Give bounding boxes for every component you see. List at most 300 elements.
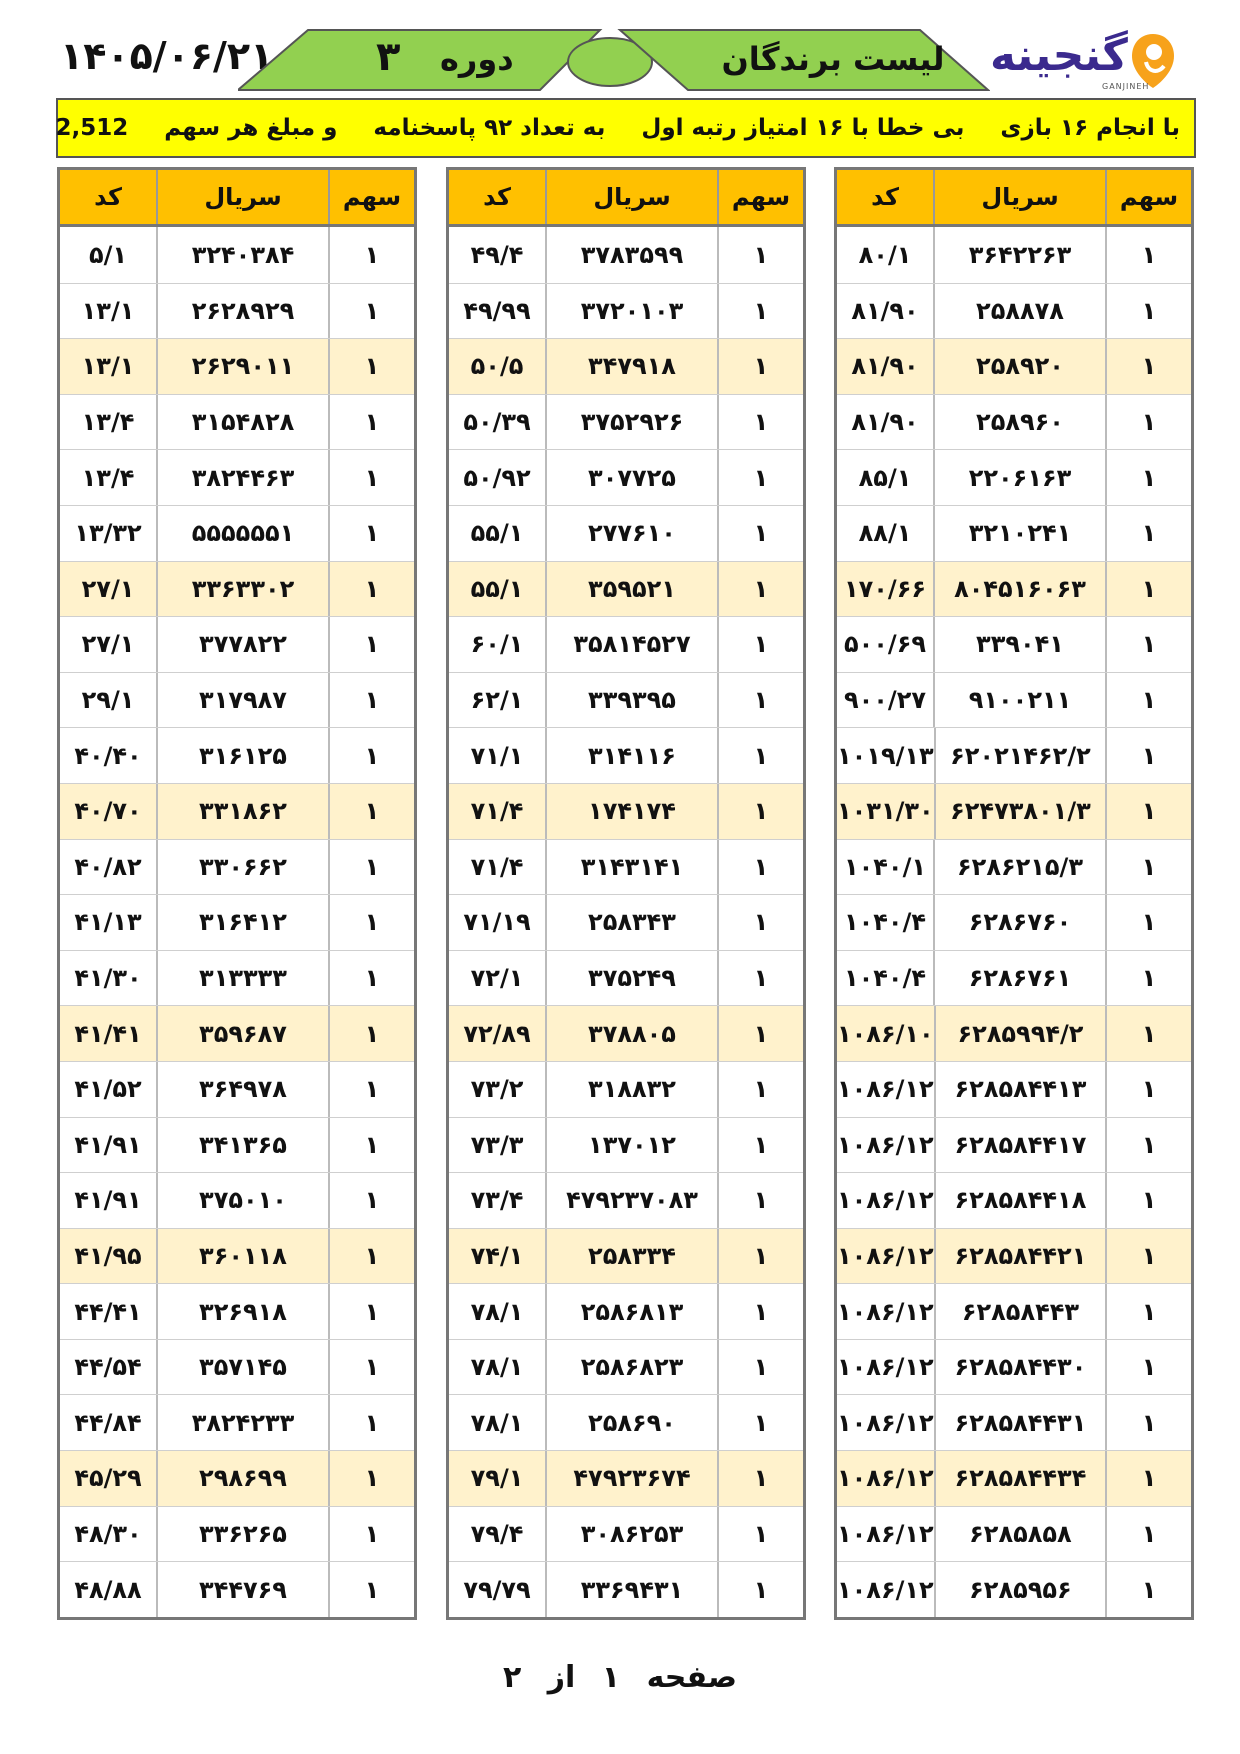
serial-cell: ۳۵۷۱۴۵ (156, 1340, 328, 1395)
share-cell: ۱ (328, 784, 414, 839)
table-row (449, 1172, 803, 1228)
header-banner (238, 28, 990, 94)
serial-cell: ۲۶۲۸۹۲۹ (156, 284, 328, 339)
table-row (449, 338, 803, 394)
table-header (837, 170, 1191, 227)
code-cell: ۴۸/۸۸ (74, 1575, 142, 1604)
share-cell: ۱ (1105, 673, 1191, 728)
table-row (60, 894, 414, 950)
serial-cell: ۶۲۸۶۷۶۰ (933, 895, 1105, 950)
share-cell: ۱ (328, 1229, 414, 1284)
table-row (60, 1283, 414, 1339)
share-cell: ۱ (1105, 784, 1191, 839)
serial-cell: ۳۷۸۸۰۵ (545, 1006, 717, 1061)
table-row (449, 783, 803, 839)
share-cell: ۱ (328, 227, 414, 283)
table-row (60, 1061, 414, 1117)
table-row (449, 505, 803, 561)
serial-cell: ۲۵۸۶۸۱۳ (545, 1284, 717, 1339)
serial-cell: ۳۷۷۸۲۲ (156, 617, 328, 672)
share-cell: ۱ (717, 1284, 803, 1339)
code-cell: ۴۰/۷۰ (74, 797, 142, 826)
table-row (449, 449, 803, 505)
serial-cell: ۳۶۴۲۲۶۳ (933, 227, 1105, 283)
share-cell: ۱ (1105, 1340, 1191, 1395)
serial-cell: ۳۸۲۴۴۶۳ (156, 450, 328, 505)
serial-cell: ۶۲۸۵۹۵۶ (934, 1562, 1106, 1617)
code-cell: ۲۷/۱ (81, 574, 135, 603)
share-cell: ۱ (328, 1284, 414, 1339)
serial-cell: ۶۲۸۶۷۶۱ (933, 951, 1105, 1006)
serial-cell: ۳۷۵۰۱۰ (156, 1173, 328, 1228)
share-cell: ۱ (328, 1006, 414, 1061)
share-cell: ۱ (717, 1562, 803, 1617)
share-cell: ۱ (1105, 840, 1191, 895)
table-row (449, 727, 803, 783)
table-row (837, 394, 1191, 450)
share-cell: ۱ (717, 395, 803, 450)
column-header-serial: سریال (156, 170, 328, 224)
share-cell: ۱ (1105, 1006, 1191, 1061)
serial-cell: ۱۳۷۰۱۲ (545, 1118, 717, 1173)
column-header-share: سهم (328, 170, 414, 224)
code-cell: ۱۰۸۶/۱۲ (837, 1353, 934, 1382)
table-row (60, 227, 414, 283)
code-cell: ۱۳/۴ (81, 408, 135, 437)
table-row (60, 1117, 414, 1173)
ganjineh-logo (990, 32, 1180, 96)
table-row (837, 1394, 1191, 1450)
share-cell: ۱ (328, 895, 414, 950)
share-cell: ۱ (328, 1507, 414, 1562)
code-cell: ۴۴/۸۴ (74, 1408, 142, 1437)
table-row (60, 449, 414, 505)
code-cell: ۱۰۸۶/۱۲ (837, 1186, 934, 1215)
serial-cell: ۲۷۷۶۱۰ (545, 506, 717, 561)
share-cell: ۱ (328, 840, 414, 895)
code-cell: ۵۵/۱ (470, 574, 524, 603)
code-cell: ۱۰۸۶/۱۲ (837, 1075, 934, 1104)
table-row (449, 1228, 803, 1284)
serial-cell: ۶۲۸۵۸۴۴۱۸ (934, 1173, 1106, 1228)
table-row (449, 1061, 803, 1117)
table-row (449, 1561, 803, 1617)
share-cell: ۱ (717, 840, 803, 895)
footer-page-total: ۲ (503, 1660, 522, 1695)
table-row (837, 561, 1191, 617)
serial-cell: ۲۵۸۶۹۰ (545, 1395, 717, 1450)
code-cell: ۵۵/۱ (470, 519, 524, 548)
serial-cell: ۳۵۹۶۸۷ (156, 1006, 328, 1061)
info-share-label: و مبلغ هر سهم (164, 115, 338, 141)
share-cell: ۱ (328, 617, 414, 672)
code-cell: ۱۰۸۶/۱۰ (837, 1019, 934, 1048)
serial-cell: ۳۰۸۶۲۵۳ (545, 1507, 717, 1562)
code-cell: ۲۹/۱ (81, 686, 135, 715)
code-cell: ۷۱/۱ (470, 741, 524, 770)
table-row (60, 1506, 414, 1562)
share-cell: ۱ (717, 895, 803, 950)
column-header-serial: سریال (933, 170, 1105, 224)
code-cell: ۱۰۸۶/۱۲ (837, 1464, 934, 1493)
code-cell: ۴۹/۴ (470, 240, 524, 269)
column-header-share: سهم (1105, 170, 1191, 224)
code-cell: ۷۴/۱ (470, 1241, 524, 1270)
table-row (449, 1117, 803, 1173)
table-row (449, 1506, 803, 1562)
share-cell: ۱ (717, 562, 803, 617)
serial-cell: ۳۱۶۱۲۵ (156, 728, 328, 783)
share-cell: ۱ (328, 506, 414, 561)
share-cell: ۱ (1105, 1395, 1191, 1450)
page-footer (0, 1660, 1240, 1695)
serial-cell: ۶۲۸۵۸۴۴۳۱ (934, 1395, 1106, 1450)
code-cell: ۷۸/۱ (470, 1353, 524, 1382)
table-row (837, 1339, 1191, 1395)
table-row (837, 894, 1191, 950)
table-row (837, 505, 1191, 561)
share-cell: ۱ (328, 284, 414, 339)
table-row (449, 616, 803, 672)
code-cell: ۱۰۴۰/۱ (843, 852, 926, 881)
footer-page-word: صفحه (646, 1660, 737, 1695)
table-row (837, 839, 1191, 895)
serial-cell: ۳۳۹۰۴۱ (933, 617, 1105, 672)
table-row (449, 394, 803, 450)
share-cell: ۱ (328, 1062, 414, 1117)
table-row (837, 283, 1191, 339)
table-row (60, 1005, 414, 1061)
serial-cell: ۳۳۹۳۹۵ (545, 673, 717, 728)
share-cell: ۱ (1105, 1118, 1191, 1173)
serial-cell: ۲۹۸۶۹۹ (156, 1451, 328, 1506)
code-cell: ۴۱/۵۲ (74, 1075, 142, 1104)
table-row (837, 727, 1191, 783)
code-cell: ۱۰۴۰/۴ (843, 908, 926, 937)
serial-cell: ۲۵۸۶۸۲۳ (545, 1340, 717, 1395)
code-cell: ۸۰/۱ (858, 240, 912, 269)
code-cell: ۶۰/۱ (470, 630, 524, 659)
share-cell: ۱ (717, 284, 803, 339)
table-row (449, 1450, 803, 1506)
table-row (60, 394, 414, 450)
table-row (60, 616, 414, 672)
share-cell: ۱ (328, 339, 414, 394)
table-row (60, 1561, 414, 1617)
code-cell: ۹۰۰/۲۷ (843, 686, 926, 715)
table-row (60, 561, 414, 617)
info-share-amount: 2,512 (55, 115, 129, 141)
serial-cell: ۳۲۶۹۱۸ (156, 1284, 328, 1339)
share-cell: ۱ (717, 506, 803, 561)
code-cell: ۴۱/۹۵ (74, 1241, 142, 1270)
table-row (60, 783, 414, 839)
code-cell: ۱۰۸۶/۱۲ (837, 1519, 934, 1548)
share-cell: ۱ (1105, 450, 1191, 505)
share-cell: ۱ (717, 1229, 803, 1284)
code-cell: ۵/۱ (88, 240, 128, 269)
serial-cell: ۲۶۲۹۰۱۱ (156, 339, 328, 394)
share-cell: ۱ (328, 395, 414, 450)
serial-cell: ۶۲۸۵۸۴۴۳ (934, 1284, 1106, 1339)
share-cell: ۱ (328, 673, 414, 728)
period-number: ۳ (376, 34, 401, 80)
winners-table-1 (834, 167, 1194, 1620)
serial-cell: ۶۲۸۵۸۵۸ (934, 1507, 1106, 1562)
code-cell: ۸۱/۹۰ (851, 408, 919, 437)
code-cell: ۷۱/۴ (470, 852, 524, 881)
serial-cell: ۳۳۶۲۶۵ (156, 1507, 328, 1562)
share-cell: ۱ (1105, 951, 1191, 1006)
serial-cell: ۲۵۸۹۶۰ (933, 395, 1105, 450)
share-cell: ۱ (717, 673, 803, 728)
share-cell: ۱ (717, 1451, 803, 1506)
code-cell: ۱۰۸۶/۱۲ (837, 1130, 934, 1159)
serial-cell: ۳۳۶۹۴۳۱ (545, 1562, 717, 1617)
serial-cell: ۳۱۸۸۳۲ (545, 1062, 717, 1117)
table-row (837, 783, 1191, 839)
share-cell: ۱ (717, 1062, 803, 1117)
share-cell: ۱ (1105, 1451, 1191, 1506)
code-cell: ۴۴/۴۱ (74, 1297, 142, 1326)
code-cell: ۲۷/۱ (81, 630, 135, 659)
code-cell: ۷۲/۱ (470, 964, 524, 993)
footer-page-current: ۱ (601, 1660, 621, 1695)
code-cell: ۷۲/۸۹ (463, 1019, 531, 1048)
share-cell: ۱ (328, 1118, 414, 1173)
code-cell: ۱۰۸۶/۱۲ (837, 1408, 934, 1437)
table-header (449, 170, 803, 227)
code-cell: ۵۰/۳۹ (463, 408, 531, 437)
serial-cell: ۳۴۷۹۱۸ (545, 339, 717, 394)
serial-cell: ۳۱۵۴۸۲۸ (156, 395, 328, 450)
table-row (837, 1506, 1191, 1562)
table-row (837, 1561, 1191, 1617)
table-row (837, 1228, 1191, 1284)
share-cell: ۱ (717, 1118, 803, 1173)
serial-cell: ۳۰۷۷۲۵ (545, 450, 717, 505)
share-cell: ۱ (717, 1395, 803, 1450)
table-row (837, 1172, 1191, 1228)
code-cell: ۵۰/۵ (470, 352, 524, 381)
share-cell: ۱ (1105, 1507, 1191, 1562)
column-header-serial: سریال (545, 170, 717, 224)
share-cell: ۱ (1105, 506, 1191, 561)
table-row (837, 338, 1191, 394)
share-cell: ۱ (1105, 339, 1191, 394)
code-cell: ۱۳/۴ (81, 463, 135, 492)
code-cell: ۴۹/۹۹ (463, 296, 531, 325)
table-row (837, 672, 1191, 728)
table-row (449, 1394, 803, 1450)
code-cell: ۴۱/۱۳ (74, 908, 142, 937)
serial-cell: ۶۲۸۵۸۴۴۱۳ (934, 1062, 1106, 1117)
winners-table-3 (57, 167, 417, 1620)
table-body (449, 227, 803, 1617)
serial-cell: ۳۳۰۶۶۲ (156, 840, 328, 895)
serial-cell: ۲۵۸۹۲۰ (933, 339, 1105, 394)
column-header-code: کد (94, 183, 122, 211)
table-row (449, 227, 803, 283)
column-header-code: کد (871, 183, 899, 211)
code-cell: ۵۰۰/۶۹ (843, 630, 926, 659)
table-header (60, 170, 414, 227)
table-row (837, 1283, 1191, 1339)
table-row (60, 950, 414, 1006)
code-cell: ۱۳/۱ (81, 352, 135, 381)
date: ۱۴۰۵/۰۶/۲۱ (60, 34, 274, 78)
serial-cell: ۳۷۸۳۵۹۹ (545, 227, 717, 283)
code-cell: ۴۱/۴۱ (74, 1019, 142, 1048)
share-cell: ۱ (717, 728, 803, 783)
share-cell: ۱ (717, 227, 803, 283)
logo-text: گنجینه (990, 30, 1128, 81)
code-cell: ۴۴/۵۴ (74, 1353, 142, 1382)
table-row (449, 894, 803, 950)
table-row (60, 1450, 414, 1506)
share-cell: ۱ (1105, 1062, 1191, 1117)
serial-cell: ۲۲۰۶۱۶۳ (933, 450, 1105, 505)
table-row (837, 1005, 1191, 1061)
serial-cell: ۴۷۹۲۳۷۰۸۳ (545, 1173, 717, 1228)
serial-cell: ۳۱۴۱۱۶ (545, 728, 717, 783)
table-row (449, 672, 803, 728)
serial-cell: ۶۲۴۷۳۸۰۱/۳ (934, 784, 1106, 839)
share-cell: ۱ (717, 784, 803, 839)
info-games: با انجام ۱۶ بازی (1000, 115, 1180, 141)
info-count: به تعداد ۹۲ پاسخنامه (373, 115, 606, 141)
code-cell: ۱۰۳۱/۳۰ (837, 797, 934, 826)
share-cell: ۱ (1105, 728, 1191, 783)
code-cell: ۶۲/۱ (470, 686, 524, 715)
share-cell: ۱ (717, 617, 803, 672)
table-row (60, 1394, 414, 1450)
table-row (60, 1339, 414, 1395)
serial-cell: ۲۵۸۳۴۳ (545, 895, 717, 950)
code-cell: ۷۳/۴ (470, 1186, 524, 1215)
code-cell: ۱۳/۱ (81, 296, 135, 325)
table-row (60, 1228, 414, 1284)
share-cell: ۱ (717, 1340, 803, 1395)
table-row (837, 449, 1191, 505)
code-cell: ۴۰/۸۲ (74, 852, 142, 881)
table-row (449, 1005, 803, 1061)
share-cell: ۱ (717, 1006, 803, 1061)
serial-cell: ۸۰۴۵۱۶۰۶۳ (933, 562, 1105, 617)
share-cell: ۱ (1105, 562, 1191, 617)
table-row (449, 283, 803, 339)
table-row (60, 338, 414, 394)
table-row (449, 1339, 803, 1395)
share-cell: ۱ (328, 450, 414, 505)
serial-cell: ۳۱۴۳۱۴۱ (545, 840, 717, 895)
serial-cell: ۳۱۷۹۸۷ (156, 673, 328, 728)
code-cell: ۵۰/۹۲ (463, 463, 531, 492)
serial-cell: ۳۶۰۱۱۸ (156, 1229, 328, 1284)
serial-cell: ۳۷۵۲۴۹ (545, 951, 717, 1006)
serial-cell: ۶۲۸۵۸۴۴۱۷ (934, 1118, 1106, 1173)
logo-subtext: GANJINEH (1102, 82, 1150, 91)
code-cell: ۷۱/۱۹ (463, 908, 531, 937)
share-cell: ۱ (328, 951, 414, 1006)
table-row (449, 561, 803, 617)
serial-cell: ۶۲۸۵۸۴۴۳۴ (934, 1451, 1106, 1506)
share-cell: ۱ (717, 1173, 803, 1228)
table-row (837, 1117, 1191, 1173)
code-cell: ۴۱/۳۰ (74, 964, 142, 993)
code-cell: ۷۳/۲ (470, 1075, 524, 1104)
info-bar (56, 98, 1196, 158)
code-cell: ۷۹/۷۹ (463, 1575, 531, 1604)
serial-cell: ۳۵۸۱۴۵۲۷ (545, 617, 717, 672)
share-cell: ۱ (717, 339, 803, 394)
serial-cell: ۲۵۸۳۳۴ (545, 1229, 717, 1284)
serial-cell: ۳۵۹۵۲۱ (545, 562, 717, 617)
code-cell: ۷۳/۳ (470, 1130, 524, 1159)
share-cell: ۱ (328, 562, 414, 617)
code-cell: ۷۸/۱ (470, 1408, 524, 1437)
share-cell: ۱ (1105, 1284, 1191, 1339)
code-cell: ۸۱/۹۰ (851, 296, 919, 325)
code-cell: ۸۱/۹۰ (851, 352, 919, 381)
code-cell: ۱۰۱۹/۱۳ (837, 741, 934, 770)
share-cell: ۱ (328, 1451, 414, 1506)
serial-cell: ۳۱۶۴۱۲ (156, 895, 328, 950)
code-cell: ۷۹/۱ (470, 1464, 524, 1493)
serial-cell: ۳۲۱۰۲۴۱ (933, 506, 1105, 561)
serial-cell: ۳۱۳۳۳۳ (156, 951, 328, 1006)
code-cell: ۷۸/۱ (470, 1297, 524, 1326)
share-cell: ۱ (1105, 395, 1191, 450)
share-cell: ۱ (1105, 1229, 1191, 1284)
serial-cell: ۹۱۰۰۲۱۱ (933, 673, 1105, 728)
share-cell: ۱ (717, 450, 803, 505)
serial-cell: ۶۲۸۵۸۴۴۳۰ (934, 1340, 1106, 1395)
serial-cell: ۳۴۴۷۶۹ (156, 1562, 328, 1617)
share-cell: ۱ (1105, 227, 1191, 283)
serial-cell: ۳۶۴۹۷۸ (156, 1062, 328, 1117)
share-cell: ۱ (717, 1507, 803, 1562)
code-cell: ۴۰/۴۰ (74, 741, 142, 770)
table-row (60, 283, 414, 339)
share-cell: ۱ (328, 1340, 414, 1395)
serial-cell: ۶۲۸۵۸۴۴۲۱ (934, 1229, 1106, 1284)
table-row (449, 950, 803, 1006)
table-row (60, 505, 414, 561)
serial-cell: ۶۲۰۲۱۴۶۲/۲ (934, 728, 1106, 783)
table-row (837, 616, 1191, 672)
code-cell: ۱۰۸۶/۱۲ (837, 1297, 934, 1326)
code-cell: ۱۷۰/۶۶ (843, 574, 926, 603)
serial-cell: ۳۴۱۳۶۵ (156, 1118, 328, 1173)
code-cell: ۱۰۴۰/۴ (843, 964, 926, 993)
period-label: دوره (440, 40, 514, 78)
serial-cell: ۳۷۵۲۹۲۶ (545, 395, 717, 450)
info-rank: بی خطا با ۱۶ امتیاز رتبه اول (641, 115, 965, 141)
code-cell: ۴۵/۲۹ (74, 1464, 142, 1493)
share-cell: ۱ (328, 1173, 414, 1228)
share-cell: ۱ (1105, 617, 1191, 672)
table-row (60, 672, 414, 728)
serial-cell: ۴۷۹۲۳۶۷۴ (545, 1451, 717, 1506)
period-banner-shape (238, 30, 600, 90)
code-cell: ۱۰۸۶/۱۲ (837, 1241, 934, 1270)
share-cell: ۱ (1105, 1562, 1191, 1617)
code-cell: ۴۱/۹۱ (74, 1130, 142, 1159)
share-cell: ۱ (1105, 895, 1191, 950)
code-cell: ۴۸/۳۰ (74, 1519, 142, 1548)
code-cell: ۷۹/۴ (470, 1519, 524, 1548)
